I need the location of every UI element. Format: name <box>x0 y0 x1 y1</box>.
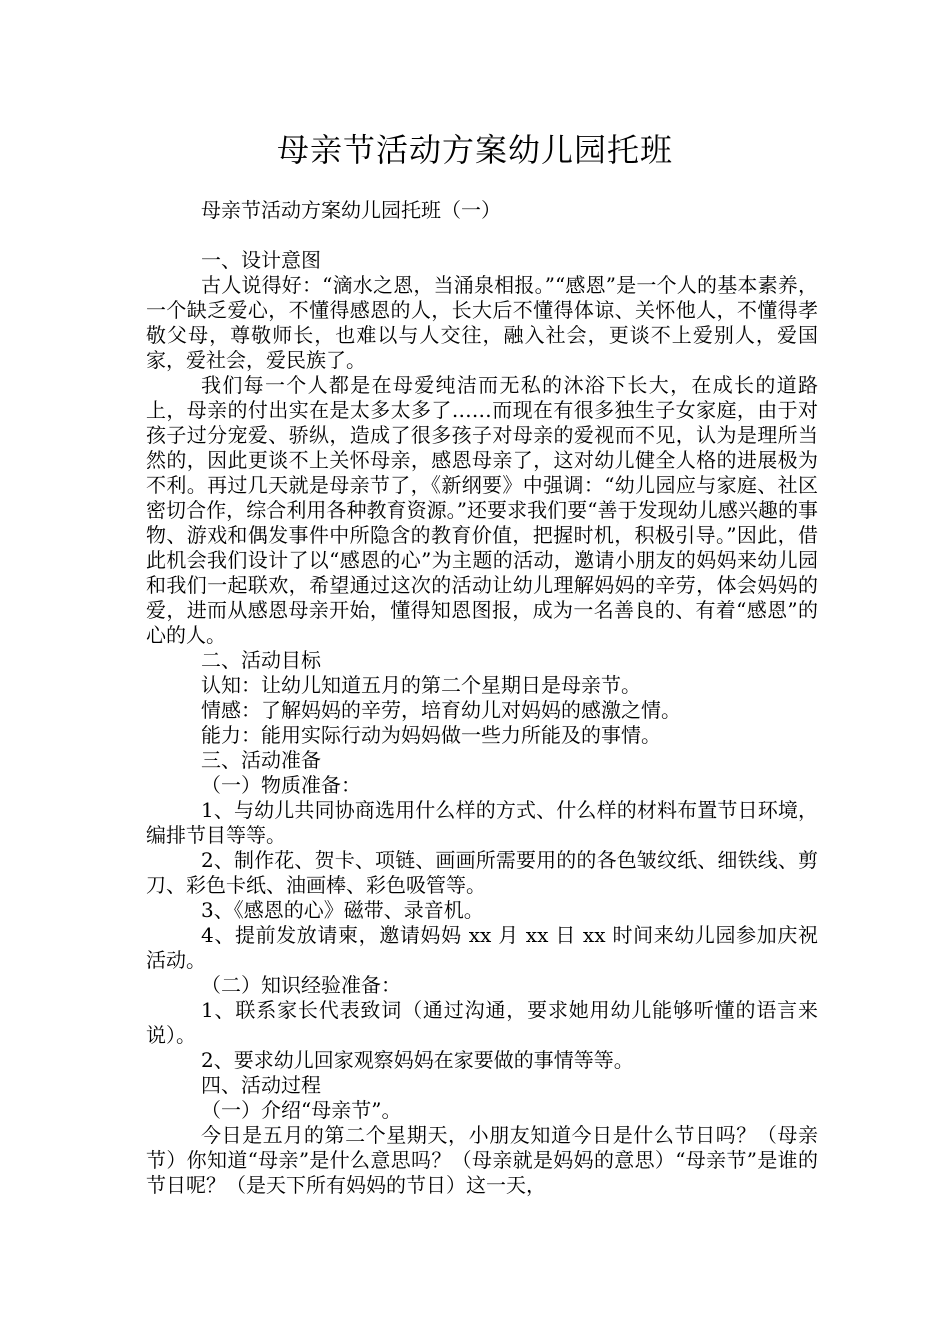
section-heading-process: 四、活动过程 <box>201 1073 321 1097</box>
subheading-material-prep: （一）物质准备： <box>201 773 361 797</box>
list-item-material-4: 4、提前发放请柬，邀请妈妈 xx 月 xx 日 xx 时间来幼儿园参加庆祝活动。 <box>146 923 818 972</box>
document-title: 母亲节活动方案幼儿园托班 <box>276 131 673 169</box>
list-item-knowledge-2: 2、要求幼儿回家观察妈妈在家要做的事情等等。 <box>201 1048 634 1072</box>
list-item-material-3: 3、《感恩的心》磁带、录音机。 <box>201 898 484 922</box>
list-item-material-1: 1、与幼儿共同协商选用什么样的方式、什么样的材料布置节日环境，编排节目等等。 <box>146 798 818 847</box>
paragraph-goal-ability: 能力：能用实际行动为妈妈做一些力所能及的事情。 <box>201 723 661 747</box>
paragraph-goal-emotion: 情感：了解妈妈的辛劳，培育幼儿对妈妈的感激之情。 <box>201 698 681 722</box>
section-heading-preparation: 三、活动准备 <box>201 748 321 772</box>
section-heading-goals: 二、活动目标 <box>201 648 321 672</box>
paragraph-goal-cognition: 认知：让幼儿知道五月的第二个星期日是母亲节。 <box>201 673 641 697</box>
section-heading-design-intent: 一、设计意图 <box>201 248 321 272</box>
document-body <box>146 198 818 1198</box>
document-subtitle: 母亲节活动方案幼儿园托班（一） <box>201 198 501 222</box>
paragraph-process-1: 今日是五月的第二个星期天，小朋友知道今日是什么节日吗？（母亲节）你知道“母亲”是什么意思吗？（母亲就是妈妈的意思）“母亲节”是谁的节日呢？（是天下所有妈妈的节日）这一天， <box>146 1123 818 1197</box>
paragraph-design-intent-1: 古人说得好：“滴水之恩，当涌泉相报。”“感恩”是一个人的基本素养，一个缺乏爱心，不懂得感恩的人，长大后不懂得体谅、关怀他人，不懂得孝敬父母，尊敬师长，也难以与人交往，融入社会，更谈不上爱别人，爱国家，爱社会，爱民族了。 <box>146 273 818 372</box>
list-item-material-2: 2、制作花、贺卡、项链、画画所需要用的的各色皱纹纸、细铁线、剪刀、彩色卡纸、油画棒、彩色吸管等。 <box>146 848 818 897</box>
subheading-knowledge-prep: （二）知识经验准备： <box>201 973 401 997</box>
paragraph-design-intent-2: 我们每一个人都是在母爱纯洁而无私的沐浴下长大，在成长的道路上，母亲的付出实在是太多太多了……而现在有很多独生子女家庭，由于对孩子过分宠爱、骄纵，造成了很多孩子对母亲的爱视而不见，认为是理所当然的，因此更谈不上关怀母亲，感恩母亲了，这对幼儿健全人格的进展极为不利。再过几天就是母亲节了，《新纲要》中强调：“幼儿园应与家庭、社区密切合作，综合利用各种教育资源。”还要求我们要“善于发现幼儿感兴趣的事物、游戏和偶发事件中所隐含的教育价值，把握时机，积极引导。”因此，借此机会我们设计了以“感恩的心”为主题的活动，邀请小朋友的妈妈来幼儿园和我们一起联欢，希望通过这次的活动让幼儿理解妈妈的辛劳，体会妈妈的爱，进而从感恩母亲开始，懂得知恩图报，成为一名善良的、有着“感恩”的心的人。 <box>146 373 818 647</box>
list-item-knowledge-1: 1、联系家长代表致词（通过沟通，要求她用幼儿能够听懂的语言来说）。 <box>146 998 818 1047</box>
subheading-introduce-mothers-day: （一）介绍“母亲节”。 <box>201 1098 402 1122</box>
